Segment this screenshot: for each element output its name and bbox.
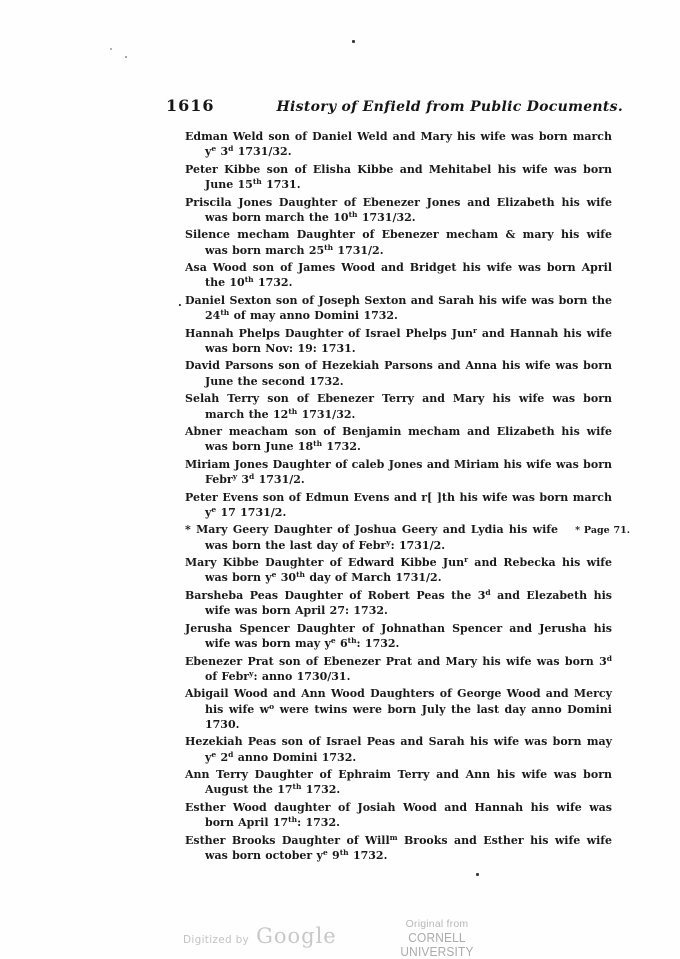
- record-entry: Mary Kibbe Daughter of Edward Kibbe Jun$^r$ and Rebecka his wife was born $y^e$ 30th day of March 1731/2.: [185, 555, 612, 585]
- record-entry: Hannah Phelps Daughter of Israel Phelps Jun$^r$ and Hannah his wife was born Nov: 19: 1731.: [185, 325, 612, 355]
- record-entry: Barsheba Peas Daughter of Robert Peas the 3$^d$ and Elezabeth his wife was born April 27: 1732.: [185, 587, 612, 618]
- scan-speck: [352, 40, 355, 43]
- page-number: 1616: [166, 96, 215, 115]
- record-entry: Asa Wood son of James Wood and Bridget his wife was born April the 10th 1732.: [185, 261, 612, 290]
- google-logo: Google: [256, 924, 337, 948]
- record-entry: Ebenezer Prat son of Ebenezer Prat and Mary his wife was born 3$^d$ of Febr$^y$: anno 1730/31.: [185, 653, 612, 683]
- record-entry: Selah Terry son of Ebenezer Terry and Mary his wife was born march the 12th 1731/32.: [185, 392, 612, 421]
- record-entry: Esther Wood daughter of Josiah Wood and Hannah his wife was born April 17th: 1732.: [185, 800, 612, 830]
- record-entry: Jerusha Spencer Daughter of Johnathan Spencer and Jerusha his wife was born may $y^e$ 6th: 1732.: [185, 621, 612, 651]
- record-entry: Abner meacham son of Benjamin mecham and Elizabeth his wife was born June 18th 1732.: [185, 425, 612, 454]
- scan-speck: [476, 873, 479, 876]
- record-entry: Peter Evens son of Edmun Evens and r[ ]th his wife was born march $y^e$ 17 1731/2.: [185, 490, 612, 519]
- records-list: [178, 129, 630, 865]
- page-title: History of Enfield from Public Documents.: [276, 99, 624, 115]
- margin-note: * Page 71.: [575, 525, 630, 537]
- record-entry: Peter Kibbe son of Elisha Kibbe and Mehitabel his wife was born June 15th 1731.: [185, 162, 612, 192]
- record-entry: Abigail Wood and Ann Wood Daughters of George Wood and Mercy his wife $w^o$ were twins were born July the last day anno Domini 1730.: [185, 687, 612, 731]
- original-from-label: Original from: [405, 918, 469, 930]
- record-entry: Daniel Sexton son of Joseph Sexton and Sarah his wife was born the 24th of may anno Domini 1732. .: [178, 293, 612, 323]
- record-entry: Esther Brooks Daughter of Will$^m$ Brooks and Esther his wife wife was born october $y^e$ 9th 1732.: [185, 832, 613, 862]
- footer-digitized: [183, 924, 337, 948]
- record-entry: Hezekiah Peas son of Israel Peas and Sarah his wife was born may $y^e$ 2$^d$ anno Domini 1732.: [185, 735, 612, 764]
- record-entry: Miriam Jones Daughter of caleb Jones and Miriam his wife was born Febr$^y$ 3$^d$ 1731/2.: [185, 457, 612, 487]
- record-entry: Edman Weld son of Daniel Weld and Mary his wife was born march $y^e$ 3$^d$ 1731/32.: [185, 130, 612, 159]
- institution-label: CORNELL UNIVERSITY: [400, 931, 474, 959]
- page-header: [166, 96, 624, 115]
- scan-speck: [110, 48, 112, 50]
- record-entry: Priscila Jones Daughter of Ebenezer Jones and Elizabeth his wife was born march the 10th 1731/32.: [185, 195, 612, 224]
- record-entry: Ann Terry Daughter of Ephraim Terry and Ann his wife was born August the 17th 1732.: [185, 768, 612, 797]
- record-entry: David Parsons son of Hezekiah Parsons and Anna his wife was born June the second 1732.: [185, 359, 612, 388]
- scan-speck: [125, 56, 127, 58]
- record-entry: * Mary Geery Daughter of Joshua Geery and Lydia his wife was born the last day of Febr$^y$: 1731/2. * Page 71.: [185, 523, 630, 552]
- footer-provenance: [370, 918, 504, 959]
- record-entry: Silence mecham Daughter of Ebenezer mecham & mary his wife was born march 25th 1731/2.: [185, 228, 612, 257]
- digitized-by-label: Digitized by: [183, 934, 250, 946]
- stray-mark: .: [178, 295, 182, 309]
